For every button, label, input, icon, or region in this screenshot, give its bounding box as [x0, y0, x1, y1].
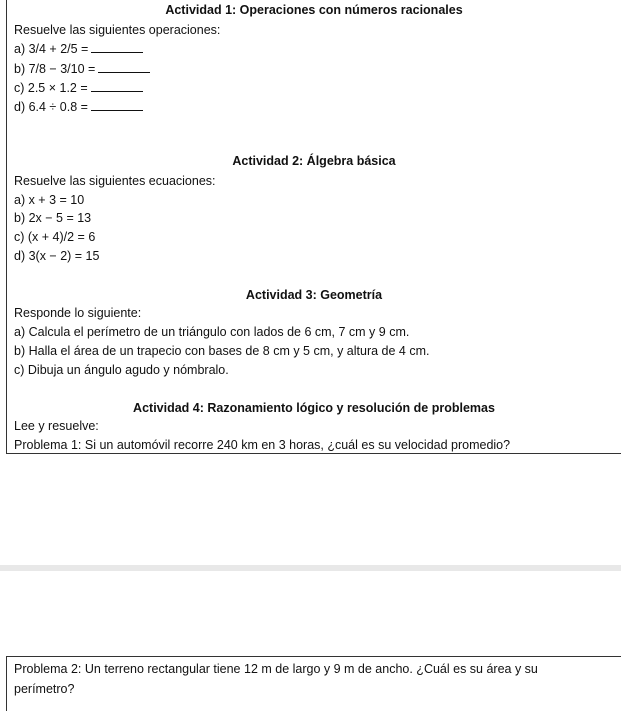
activity4-instruction: Lee y resuelve:	[14, 419, 99, 433]
answer-blank	[91, 81, 143, 92]
exercise-text: d) 6.4 ÷ 0.8 =	[14, 100, 88, 114]
exercise-item	[14, 81, 143, 96]
exercise-item	[14, 62, 150, 77]
exercise-text: c) 2.5 × 1.2 =	[14, 81, 88, 95]
answer-blank	[91, 100, 143, 111]
document-page-1	[6, 0, 621, 454]
exercise-text: a) 3/4 + 2/5 =	[14, 42, 89, 56]
activity1-instruction: Resuelve las siguientes operaciones:	[14, 23, 221, 37]
problem-1: Problema 1: Si un automóvil recorre 240 km en 3 horas, ¿cuál es su velocidad promedio?	[14, 438, 511, 452]
exercise-item: c) Dibuja un ángulo agudo y nómbralo.	[14, 363, 229, 377]
document-page-2	[6, 656, 621, 711]
activity1-title: Actividad 1: Operaciones con números racionales	[165, 3, 463, 17]
exercise-item	[14, 42, 143, 57]
problem-2: Problema 2: Un terreno rectangular tiene 12 m de largo y 9 m de ancho. ¿Cuál es su área y su perímetro?	[14, 662, 538, 696]
activity3-title: Actividad 3: Geometría	[245, 288, 383, 302]
activity4-title: Actividad 4: Razonamiento lógico y resolución de problemas	[133, 401, 495, 415]
exercise-item: a) x + 3 = 10	[14, 193, 85, 207]
exercise-item: d) 3(x − 2) = 15	[14, 249, 100, 263]
exercise-item: b) 2x − 5 = 13	[14, 211, 92, 225]
page-separator	[0, 565, 621, 571]
activity2-title: Actividad 2: Álgebra básica	[232, 154, 396, 168]
exercise-item: a) Calcula el perímetro de un triángulo con lados de 6 cm, 7 cm y 9 cm.	[14, 325, 410, 339]
answer-blank	[98, 62, 150, 73]
activity3-instruction: Responde lo siguiente:	[14, 306, 142, 320]
answer-blank	[91, 42, 143, 53]
exercise-item: c) (x + 4)/2 = 6	[14, 230, 96, 244]
exercise-text: b) 7/8 − 3/10 =	[14, 62, 96, 76]
activity2-instruction: Resuelve las siguientes ecuaciones:	[14, 174, 216, 188]
exercise-item: b) Halla el área de un trapecio con bases de 8 cm y 5 cm, y altura de 4 cm.	[14, 344, 430, 358]
exercise-item	[14, 100, 143, 115]
